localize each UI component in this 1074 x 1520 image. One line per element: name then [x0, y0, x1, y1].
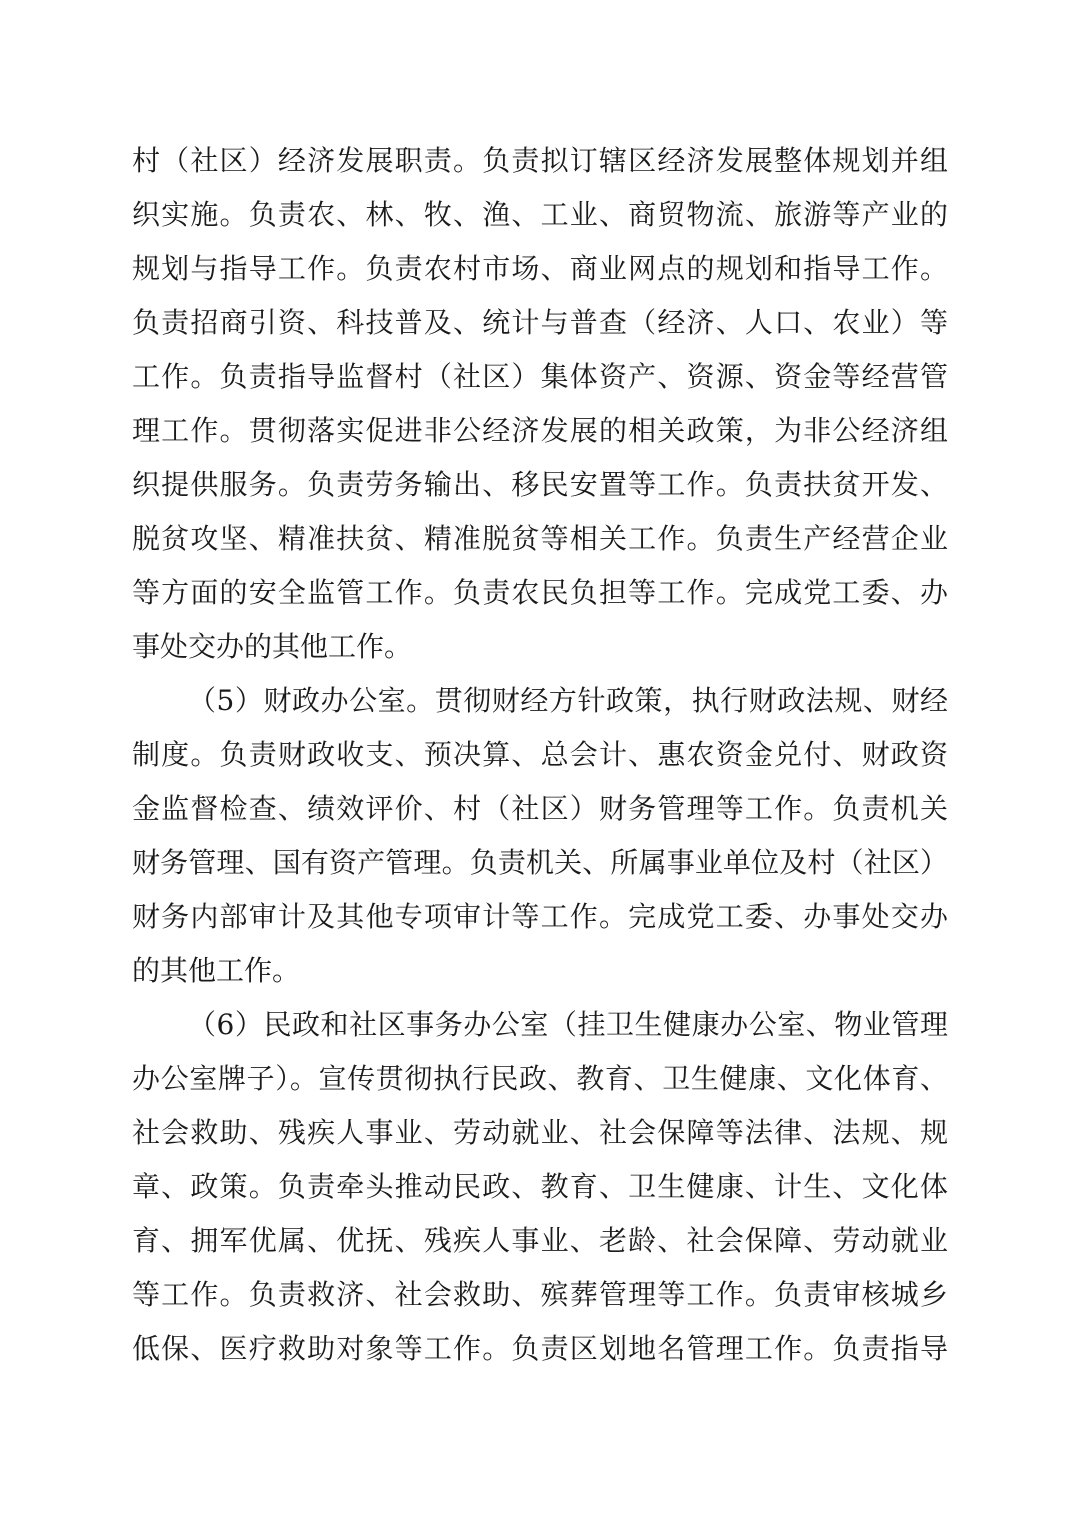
text-line: 工作。负责指导监督村（社区）集体资产、资源、资金等经营管	[132, 360, 948, 393]
text-line: 金监督检查、绩效评价、村（社区）财务管理等工作。负责机关	[132, 792, 948, 825]
text-line: 办公室牌子）。宣传贯彻执行民政、教育、卫生健康、文化体育、	[132, 1062, 948, 1095]
text-line: 财务内部审计及其他专项审计等工作。完成党工委、办事处交办	[132, 900, 948, 933]
text-line: 育、拥军优属、优抚、残疾人事业、老龄、社会保障、劳动就业	[132, 1224, 948, 1257]
text-line: 事处交办的其他工作。	[132, 630, 413, 663]
text-line: 规划与指导工作。负责农村市场、商业网点的规划和指导工作。	[132, 252, 948, 285]
text-line: 社会救助、残疾人事业、劳动就业、社会保障等法律、法规、规	[132, 1116, 948, 1149]
text-line: 负责招商引资、科技普及、统计与普查（经济、人口、农业）等	[132, 306, 948, 339]
text-line: 织提供服务。负责劳务输出、移民安置等工作。负责扶贫开发、	[132, 468, 948, 501]
text-line: 脱贫攻坚、精准扶贫、精准脱贫等相关工作。负责生产经营企业	[132, 522, 948, 555]
text-line: （6）民政和社区事务办公室（挂卫生健康办公室、物业管理	[188, 1008, 948, 1041]
text-line: 的其他工作。	[132, 954, 301, 987]
text-line: 章、政策。负责牵头推动民政、教育、卫生健康、计生、文化体	[132, 1170, 948, 1203]
document-body	[132, 134, 948, 1376]
text-line: 织实施。负责农、林、牧、渔、工业、商贸物流、旅游等产业的	[132, 198, 948, 231]
paragraph-economic-duties	[132, 134, 948, 674]
text-line: 理工作。贯彻落实促进非公经济发展的相关政策，为非公经济组	[132, 414, 948, 447]
text-line: 财务管理、国有资产管理。负责机关、所属事业单位及村（社区）	[132, 846, 948, 879]
paragraph-civil-affairs-office	[132, 998, 948, 1376]
text-line: 等工作。负责救济、社会救助、殡葬管理等工作。负责审核城乡	[132, 1278, 948, 1311]
text-line: 村（社区）经济发展职责。负责拟订辖区经济发展整体规划并组	[132, 144, 948, 177]
paragraph-finance-office	[132, 674, 948, 998]
text-line: 低保、医疗救助对象等工作。负责区划地名管理工作。负责指导	[132, 1332, 948, 1365]
text-line: 制度。负责财政收支、预决算、总会计、惠农资金兑付、财政资	[132, 738, 948, 771]
text-line: （5）财政办公室。贯彻财经方针政策，执行财政法规、财经	[188, 684, 948, 717]
text-line: 等方面的安全监管工作。负责农民负担等工作。完成党工委、办	[132, 576, 948, 609]
